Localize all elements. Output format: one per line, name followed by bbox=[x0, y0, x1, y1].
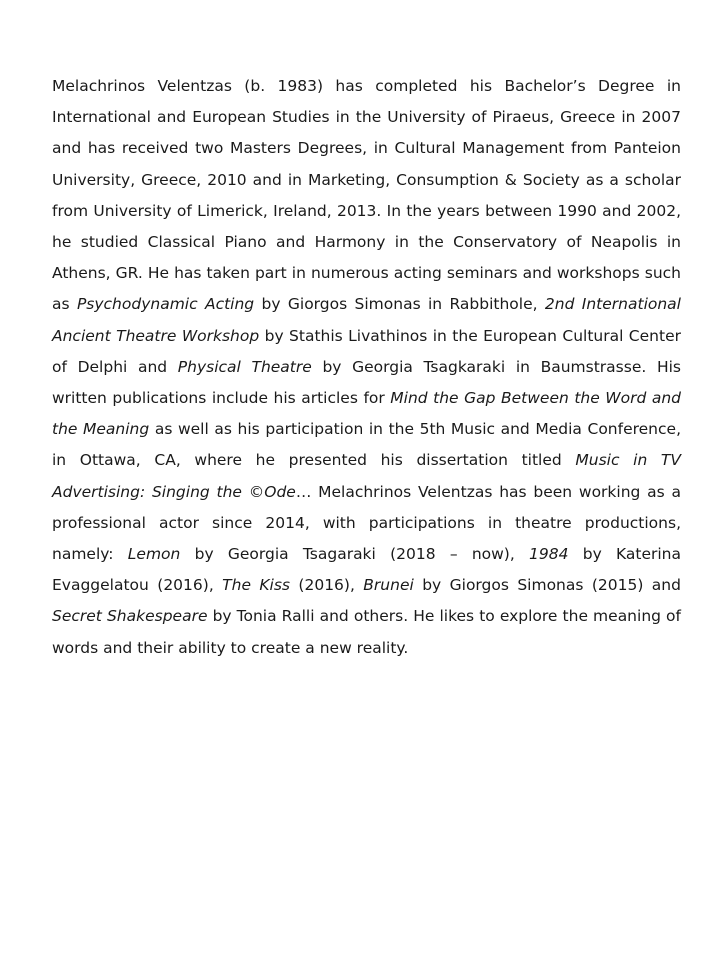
production-title-secret-shakespeare: Secret Shakespeare bbox=[52, 607, 208, 626]
biography-paragraph bbox=[52, 71, 681, 664]
bio-text-segment: by Georgia Tsagaraki (2018 – now), bbox=[180, 545, 530, 564]
workshop-title-psychodynamic-acting: Psychodynamic Acting bbox=[76, 295, 255, 314]
bio-text-segment: as well as his participation in the 5th Music and Media Conference, in Ottawa, CA, where he presented his dissertation titled bbox=[52, 420, 681, 470]
workshop-title-ancient-theatre: 2nd International Ancient Theatre Workshop bbox=[52, 295, 681, 345]
bio-text-segment: by Giorgos Simonas in Rabbithole, bbox=[254, 295, 545, 314]
bio-text-segment: … Melachrinos Velentzas has been working as a professional actor since 2014, with participations in theatre productions, namely: bbox=[52, 482, 682, 564]
bio-text-segment: by Georgia Tsagkaraki in Baumstrasse. His written publications include his articles for bbox=[52, 357, 681, 408]
dissertation-title: Music in TV Advertising: Singing the ©Ode bbox=[52, 451, 681, 501]
production-title-the-kiss: The Kiss bbox=[222, 576, 291, 595]
publication-title-mind-the-gap: Mind the Gap Between the Word and the Meaning bbox=[52, 389, 681, 439]
bio-text-segment: by Stathis Livathinos in the European Cultural Center of Delphi and bbox=[52, 326, 681, 376]
production-title-brunei: Brunei bbox=[363, 576, 414, 595]
bio-text-segment: by Giorgos Simonas (2015) and bbox=[413, 576, 681, 595]
workshop-title-physical-theatre: Physical Theatre bbox=[177, 357, 312, 376]
bio-text-segment: by Tonia Ralli and others. He likes to explore the meaning of words and their ability to create a new reality. bbox=[52, 607, 681, 657]
production-title-lemon: Lemon bbox=[127, 545, 181, 564]
bio-text-segment: Melachrinos Velentzas (b. 1983) has completed his Bachelor’s Degree in International and European Studies in the University of Piraeus, Greece in 2007 and has received two Masters Degrees, in Cultural Management from Panteion University, Greece, 2010 and in Marketing, Consumption & Society as a scholar from University of Limerick, Ireland, 2013. In the years between 1990 and 2002, he studied Classical Piano and Harmony in the Conservatory of Neapolis in Athens, GR. He has taken part in numerous acting seminars and workshops such as bbox=[52, 77, 681, 314]
bio-text-segment: (2016), bbox=[290, 576, 364, 595]
bio-text-segment: by Katerina Evaggelatou (2016), bbox=[52, 545, 681, 595]
production-title-1984: 1984 bbox=[529, 545, 569, 564]
